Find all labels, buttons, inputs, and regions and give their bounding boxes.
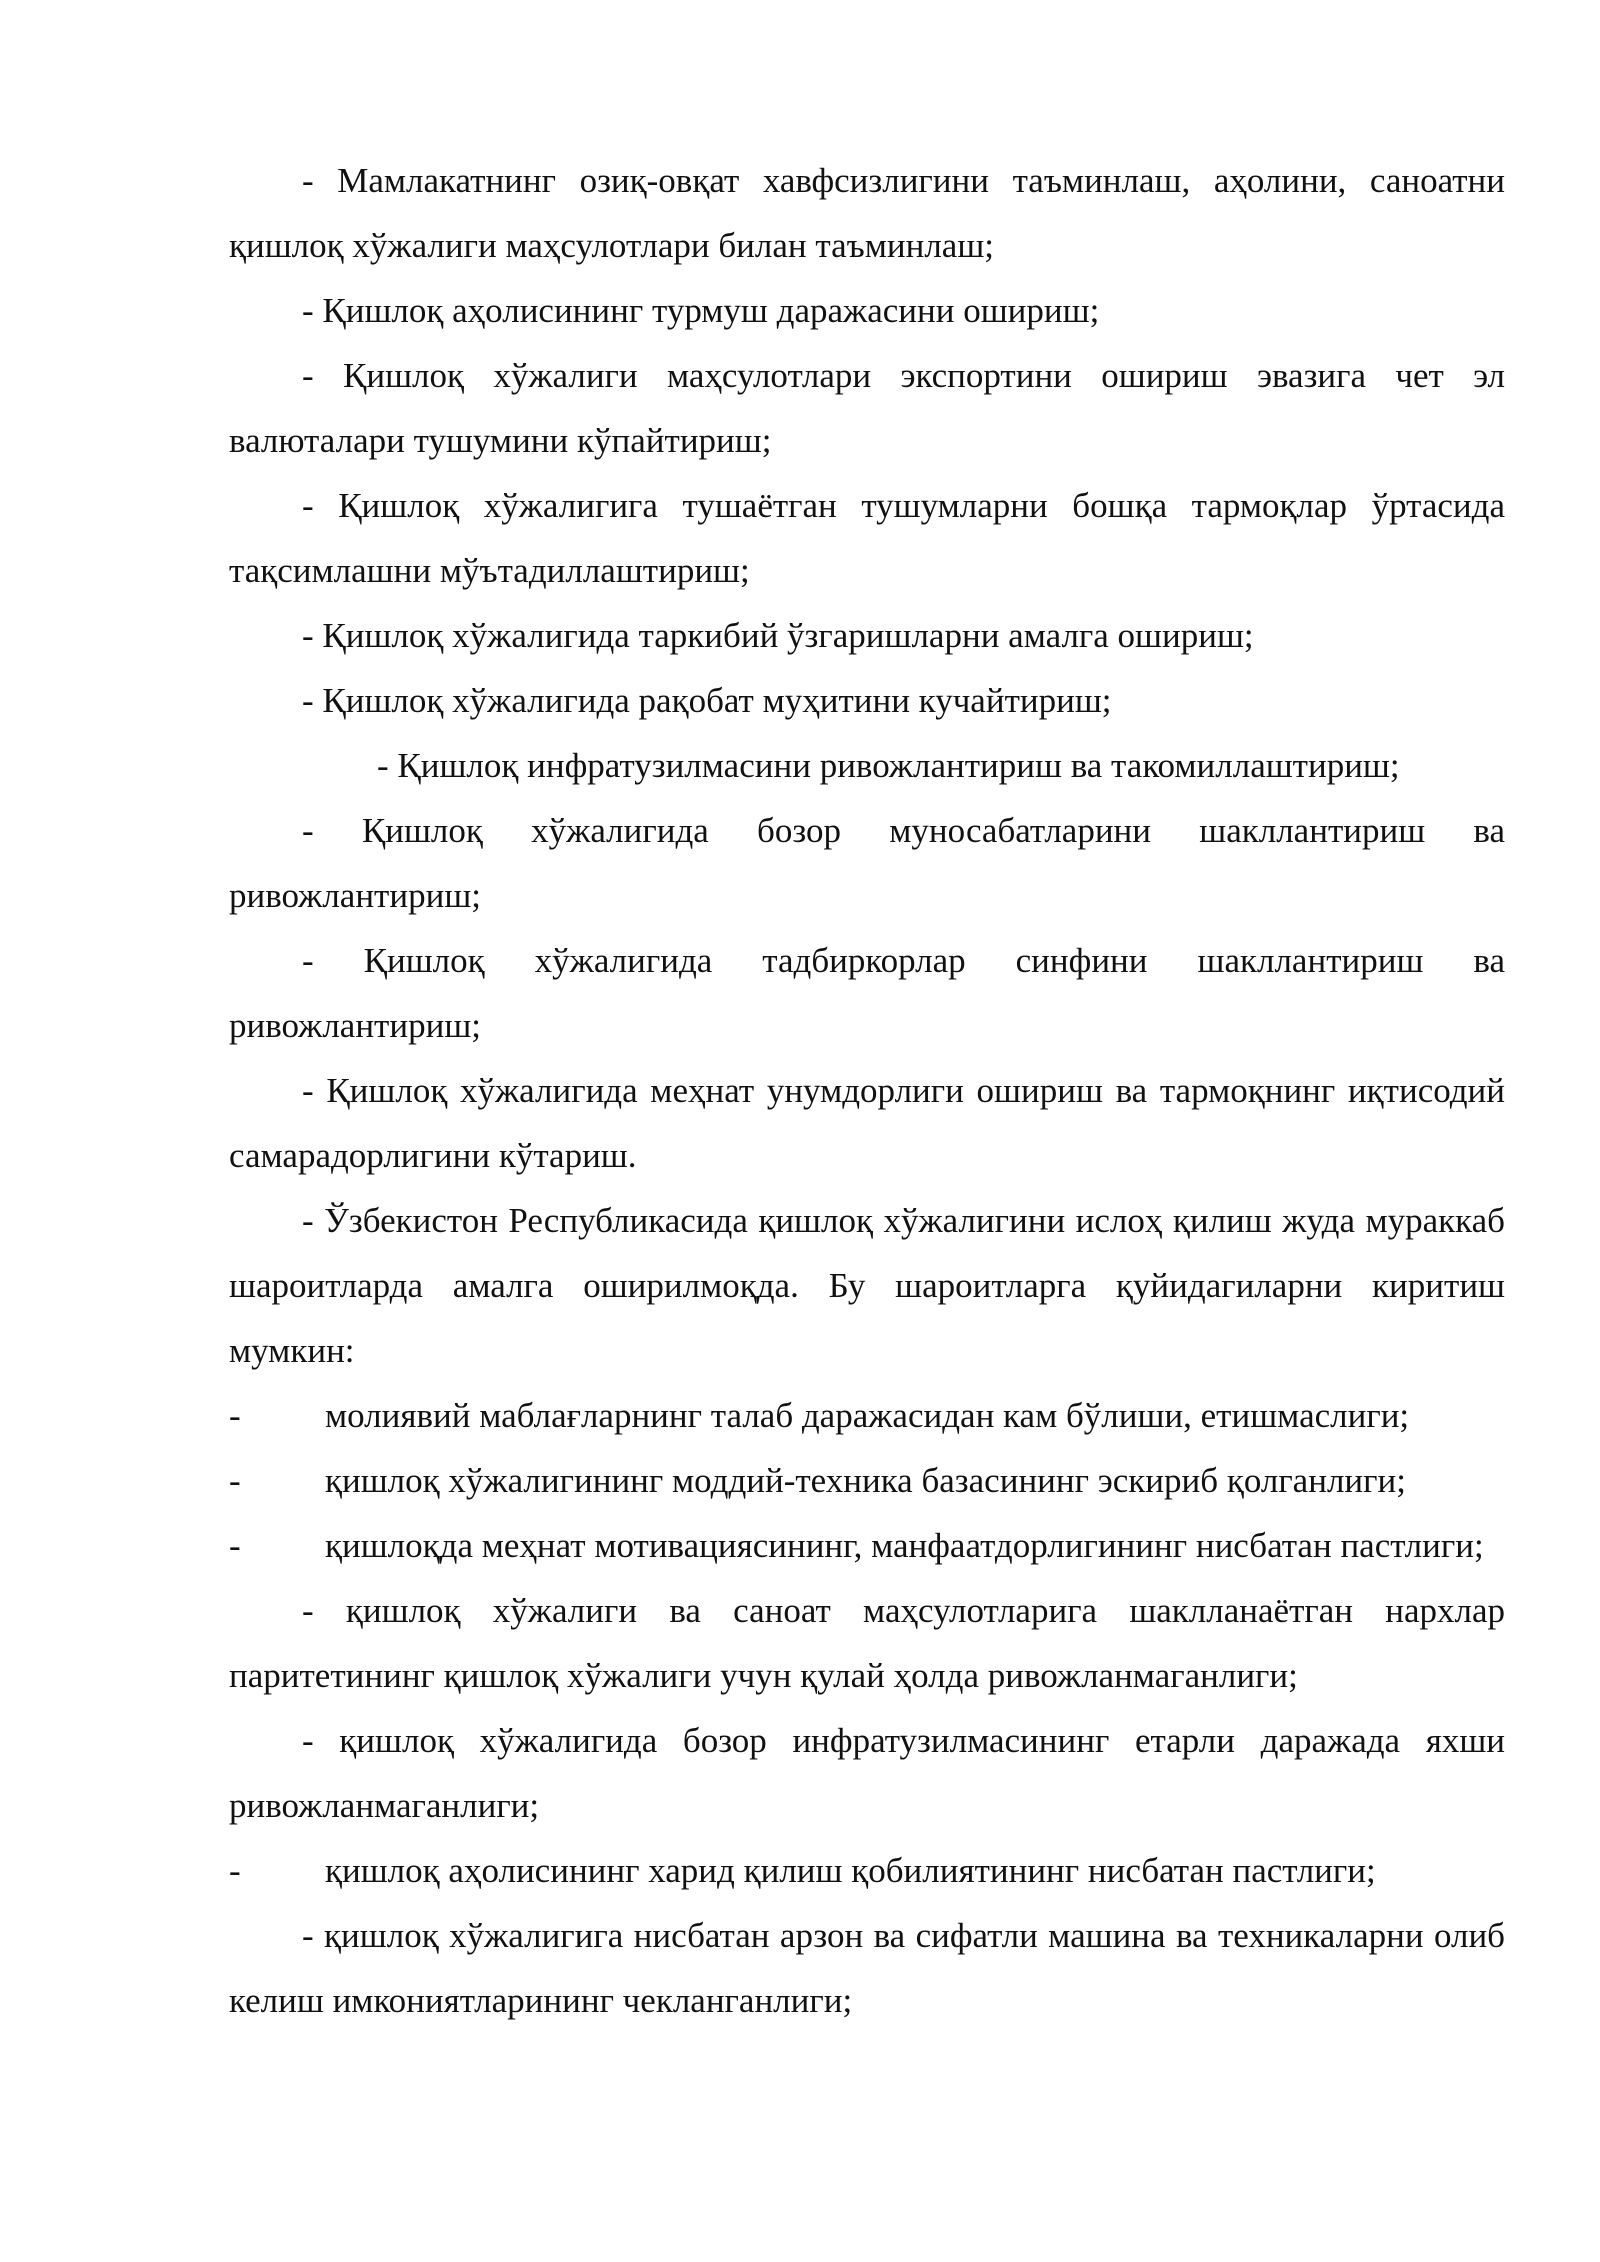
list-item-text: молиявий маблағларнинг талаб даражасидан кам бўлиши, етишмаслиги;	[325, 1396, 1410, 1435]
list-item-text: қишлоқ хўжалигининг моддий-техника базасининг эскириб қолганлиги;	[325, 1461, 1406, 1500]
list-item-text: қишлоқ аҳолисининг харид қилиш қобилиятининг нисбатан пастлиги;	[325, 1851, 1376, 1890]
list-item	[229, 1513, 1505, 1578]
paragraph: - Қишлоқ аҳолисининг турмуш даражасини ошириш;	[302, 291, 1100, 330]
paragraph: - Қишлоқ инфратузилмасини ривожлантириш ва такомиллаштириш;	[377, 746, 1400, 785]
list-item	[229, 1838, 1505, 1903]
paragraph: - қишлоқ хўжалигига нисбатан арзон ва сифатли машина ва техникаларни олиб келиш имкониятларининг чекланганлиги;	[229, 1916, 1505, 2020]
paragraph: - қишлоқ хўжалигида бозор инфратузилмасининг етарли даражада яхши ривожланмаганлиги;	[229, 1721, 1505, 1825]
list-dash: -	[229, 1851, 241, 1890]
paragraph: - қишлоқ хўжалиги ва саноат маҳсулотларига шаклланаётган нархлар паритетининг қишлоқ хўжалиги учун қулай ҳолда ривожланмаганлиги;	[229, 1591, 1505, 1695]
list-item	[229, 1448, 1505, 1513]
list-dash: -	[229, 1526, 241, 1565]
paragraph: - Қишлоқ хўжалигида рақобат муҳитини кучайтириш;	[302, 681, 1112, 720]
paragraph: - Мамлакатнинг озиқ-овқат хавфсизлигини таъминлаш, аҳолини, саноатни қишлоқ хўжалиги маҳсулотлари билан таъминлаш;	[229, 161, 1505, 265]
paragraph: - Қишлоқ хўжалигига тушаётган тушумларни бошқа тармоқлар ўртасида тақсимлашни мўътадиллаштириш;	[229, 486, 1505, 590]
paragraph: - Қишлоқ хўжалигида меҳнат унумдорлиги ошириш ва тармоқнинг иқтисодий самарадорлигини кўтариш.	[229, 1071, 1505, 1175]
list-dash: -	[229, 1461, 241, 1500]
list-item-text: қишлоқда меҳнат мотивациясининг, манфаатдорлигининг нисбатан пастлиги;	[325, 1526, 1484, 1565]
list-item	[229, 1383, 1505, 1448]
paragraph: - Қишлоқ хўжалигида тадбиркорлар синфини шакллантириш ва ривожлантириш;	[229, 941, 1505, 1045]
paragraph: - Қишлоқ хўжалигида таркибий ўзгаришларни амалга ошириш;	[302, 616, 1254, 655]
document-body	[229, 148, 1505, 2033]
list-dash: -	[229, 1396, 241, 1435]
paragraph: - Қишлоқ хўжалигида бозор муносабатларини шакллантириш ва ривожлантириш;	[229, 811, 1505, 915]
paragraph: - Қишлоқ хўжалиги маҳсулотлари экспортини ошириш эвазига чет эл валюталари тушумини кўпайтириш;	[229, 356, 1505, 460]
paragraph: - Ўзбекистон Республикасида қишлоқ хўжалигини ислоҳ қилиш жуда мураккаб шароитларда амалга оширилмоқда. Бу шароитларга қуйидагиларни киритиш мумкин:	[229, 1201, 1505, 1370]
